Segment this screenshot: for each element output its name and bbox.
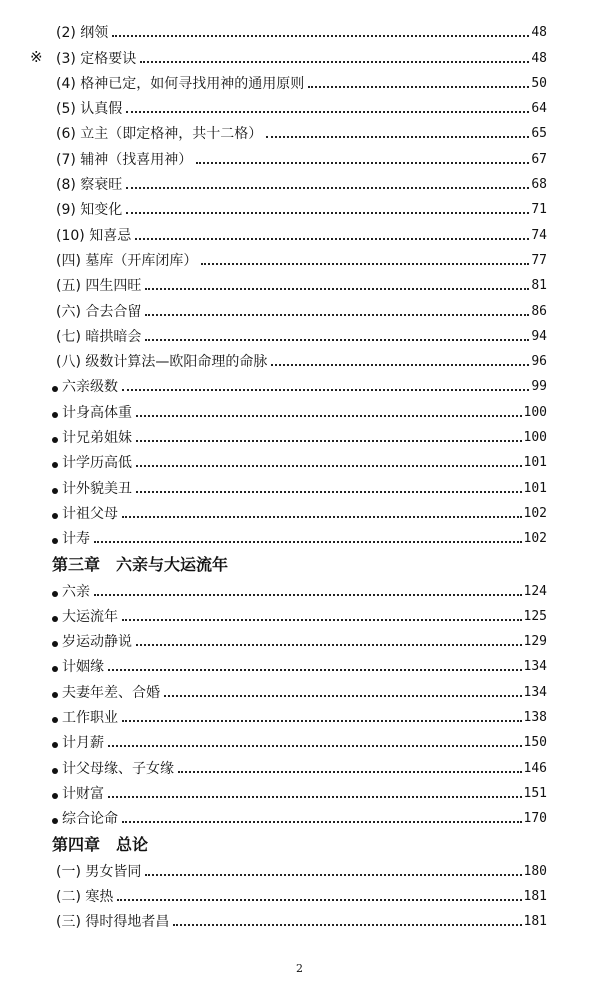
dot-leader bbox=[126, 187, 529, 189]
toc-entry[interactable] bbox=[0, 576, 599, 601]
dot-leader bbox=[266, 136, 529, 138]
toc-entry-page: 74 bbox=[531, 227, 547, 243]
toc-entry-title: 岁运动静说 bbox=[62, 634, 132, 651]
toc-entry[interactable] bbox=[0, 627, 599, 652]
toc-entry-page: 151 bbox=[523, 785, 547, 801]
toc-entry-page: 124 bbox=[523, 583, 547, 599]
toc-entry-title: (7) 辅神（找喜用神） bbox=[56, 151, 193, 168]
toc-entry-page: 96 bbox=[531, 354, 547, 370]
toc-entry-title: 大运流年 bbox=[62, 608, 118, 625]
dot-leader bbox=[112, 35, 529, 37]
toc-entry-page: 170 bbox=[523, 811, 547, 827]
bullet-icon bbox=[52, 412, 58, 418]
dot-leader bbox=[126, 111, 529, 113]
bullet-icon bbox=[52, 666, 58, 672]
toc-section-bullets bbox=[0, 372, 599, 549]
toc-entry-page: 101 bbox=[523, 455, 547, 471]
dot-leader bbox=[108, 796, 522, 798]
toc-entry[interactable] bbox=[0, 856, 599, 881]
table-of-contents bbox=[0, 18, 599, 932]
dot-leader bbox=[108, 669, 522, 671]
toc-entry-page: 100 bbox=[523, 404, 547, 420]
toc-entry-title: (2) 纲领 bbox=[56, 25, 109, 42]
toc-entry[interactable] bbox=[0, 728, 599, 753]
toc-entry-title: (四) 墓库（开库闭库） bbox=[56, 252, 198, 269]
toc-entry-title: (八) 级数计算法—欧阳命理的命脉 bbox=[56, 354, 268, 371]
toc-entry-page: 71 bbox=[531, 202, 547, 218]
toc-entry[interactable] bbox=[0, 271, 599, 296]
dot-leader bbox=[145, 339, 529, 341]
toc-entry-title: 计兄弟姐妹 bbox=[62, 430, 132, 447]
toc-entry-page: 86 bbox=[531, 303, 547, 319]
toc-entry-page: 101 bbox=[523, 480, 547, 496]
dot-leader bbox=[308, 86, 529, 88]
toc-entry[interactable] bbox=[0, 170, 599, 195]
toc-entry[interactable] bbox=[0, 703, 599, 728]
dot-leader bbox=[126, 212, 529, 214]
toc-entry[interactable] bbox=[0, 94, 599, 119]
toc-entry[interactable] bbox=[0, 677, 599, 702]
toc-entry-page: 81 bbox=[531, 278, 547, 294]
toc-entry-title: 计姻缘 bbox=[62, 659, 104, 676]
bullet-icon bbox=[52, 692, 58, 698]
toc-entry-title: (三) 得时得地者昌 bbox=[56, 914, 170, 931]
dot-leader bbox=[122, 389, 529, 391]
toc-entry-page: 180 bbox=[523, 863, 547, 879]
dot-leader bbox=[136, 440, 522, 442]
toc-entry-page: 125 bbox=[523, 608, 547, 624]
toc-entry-page: 181 bbox=[523, 914, 547, 930]
toc-entry-title: (七) 暗拱暗会 bbox=[56, 328, 142, 345]
toc-entry[interactable] bbox=[0, 499, 599, 524]
toc-entry[interactable] bbox=[0, 779, 599, 804]
bullet-icon bbox=[52, 591, 58, 597]
toc-entry-title: (六) 合去合留 bbox=[56, 303, 142, 320]
toc-entry-title: (3) 定格要诀 bbox=[56, 50, 137, 67]
toc-entry-title: (五) 四生四旺 bbox=[56, 278, 142, 295]
toc-entry-page: 68 bbox=[531, 177, 547, 193]
toc-entry-page: 50 bbox=[531, 75, 547, 91]
reference-mark-icon: ※ bbox=[30, 47, 43, 66]
toc-entry[interactable] bbox=[0, 372, 599, 397]
toc-entry-title: 计月薪 bbox=[62, 735, 104, 752]
bullet-icon bbox=[52, 818, 58, 824]
toc-entry-title: (4) 格神已定，如何寻找用神的通用原则 bbox=[56, 75, 305, 92]
dot-leader bbox=[136, 644, 522, 646]
toc-entry-page: 77 bbox=[531, 252, 547, 268]
dot-leader bbox=[178, 771, 522, 773]
toc-entry-title: (9) 知变化 bbox=[56, 202, 123, 219]
toc-entry[interactable] bbox=[0, 882, 599, 907]
toc-entry-page: 99 bbox=[531, 379, 547, 395]
toc-entry-title: 计父母缘、子女缘 bbox=[62, 760, 174, 777]
dot-leader bbox=[145, 314, 529, 316]
dot-leader bbox=[117, 899, 521, 901]
toc-entry[interactable] bbox=[0, 246, 599, 271]
bullet-icon bbox=[52, 437, 58, 443]
toc-entry-title: 六亲级数 bbox=[62, 379, 118, 396]
chapter-heading-4: 第四章 总论 bbox=[52, 835, 149, 855]
toc-entry-page: 102 bbox=[523, 505, 547, 521]
toc-entry[interactable] bbox=[0, 18, 599, 43]
dot-leader bbox=[136, 465, 522, 467]
toc-entry[interactable] bbox=[0, 473, 599, 498]
toc-entry[interactable] bbox=[0, 652, 599, 677]
toc-entry-title: 六亲 bbox=[62, 583, 90, 600]
toc-section-numbered bbox=[0, 18, 599, 372]
bullet-icon bbox=[52, 386, 58, 392]
toc-entry-title: 计寿 bbox=[62, 531, 90, 548]
toc-entry-page: 65 bbox=[531, 126, 547, 142]
toc-entry[interactable] bbox=[0, 347, 599, 372]
dot-leader bbox=[122, 720, 522, 722]
dot-leader bbox=[108, 745, 522, 747]
toc-entry[interactable] bbox=[0, 296, 599, 321]
toc-entry[interactable] bbox=[0, 220, 599, 245]
dot-leader bbox=[122, 619, 522, 621]
dot-leader bbox=[136, 415, 522, 417]
dot-leader bbox=[164, 695, 522, 697]
bullet-icon bbox=[52, 717, 58, 723]
toc-entry-title: 工作职业 bbox=[62, 710, 118, 727]
dot-leader bbox=[136, 491, 522, 493]
bullet-icon bbox=[52, 768, 58, 774]
page-number: 2 bbox=[296, 962, 303, 975]
chapter-heading-3: 第三章 六亲与大运流年 bbox=[52, 555, 229, 575]
bullet-icon bbox=[52, 616, 58, 622]
toc-entry-title: (5) 认真假 bbox=[56, 101, 123, 118]
toc-entry-page: 134 bbox=[523, 684, 547, 700]
toc-entry[interactable] bbox=[0, 524, 599, 549]
toc-entry-title: (一) 男女皆同 bbox=[56, 863, 142, 880]
toc-entry[interactable] bbox=[0, 804, 599, 829]
toc-entry-page: 100 bbox=[523, 430, 547, 446]
dot-leader bbox=[135, 238, 529, 240]
toc-entry[interactable] bbox=[0, 195, 599, 220]
bullet-icon bbox=[52, 488, 58, 494]
toc-entry[interactable] bbox=[0, 43, 599, 68]
toc-entry-page: 146 bbox=[523, 760, 547, 776]
toc-entry[interactable] bbox=[0, 753, 599, 778]
toc-entry-title: (8) 察衰旺 bbox=[56, 177, 123, 194]
dot-leader bbox=[201, 263, 529, 265]
bullet-icon bbox=[52, 538, 58, 544]
toc-entry-title: 夫妻年差、合婚 bbox=[62, 684, 160, 701]
toc-entry[interactable] bbox=[0, 144, 599, 169]
toc-entry[interactable] bbox=[0, 602, 599, 627]
toc-entry-page: 129 bbox=[523, 634, 547, 650]
dot-leader bbox=[173, 924, 521, 926]
dot-leader bbox=[94, 541, 522, 543]
toc-entry[interactable] bbox=[0, 69, 599, 94]
bullet-icon bbox=[52, 462, 58, 468]
dot-leader bbox=[122, 821, 522, 823]
bullet-icon bbox=[52, 742, 58, 748]
toc-entry-page: 134 bbox=[523, 659, 547, 675]
toc-entry[interactable] bbox=[0, 119, 599, 144]
toc-entry-page: 67 bbox=[531, 151, 547, 167]
toc-entry-title: (二) 寒热 bbox=[56, 888, 114, 905]
toc-entry-title: 计财富 bbox=[62, 785, 104, 802]
toc-entry[interactable] bbox=[0, 423, 599, 448]
dot-leader bbox=[122, 516, 522, 518]
toc-entry-title: 计祖父母 bbox=[62, 505, 118, 522]
dot-leader bbox=[145, 288, 529, 290]
toc-entry-title: 计外貌美丑 bbox=[62, 480, 132, 497]
toc-entry-title: 计身高体重 bbox=[62, 404, 132, 421]
toc-entry-title: 综合论命 bbox=[62, 811, 118, 828]
toc-entry-page: 102 bbox=[523, 531, 547, 547]
toc-entry[interactable] bbox=[0, 907, 599, 932]
dot-leader bbox=[271, 364, 529, 366]
toc-entry-title: (10) 知喜忌 bbox=[56, 227, 132, 244]
toc-section-chapter4 bbox=[0, 856, 599, 932]
dot-leader bbox=[196, 162, 529, 164]
bullet-icon bbox=[52, 793, 58, 799]
toc-entry-title: (6) 立主（即定格神，共十二格） bbox=[56, 126, 263, 143]
toc-entry-page: 64 bbox=[531, 101, 547, 117]
toc-entry-title: 计学历高低 bbox=[62, 455, 132, 472]
bullet-icon bbox=[52, 513, 58, 519]
toc-section-bullets-chapter3 bbox=[0, 576, 599, 829]
toc-entry[interactable] bbox=[0, 397, 599, 422]
toc-entry-page: 150 bbox=[523, 735, 547, 751]
toc-entry[interactable] bbox=[0, 322, 599, 347]
dot-leader bbox=[94, 594, 522, 596]
dot-leader bbox=[140, 61, 529, 63]
toc-entry-page: 48 bbox=[531, 50, 547, 66]
toc-entry-page: 94 bbox=[531, 328, 547, 344]
dot-leader bbox=[145, 874, 521, 876]
toc-entry-page: 48 bbox=[531, 25, 547, 41]
bullet-icon bbox=[52, 641, 58, 647]
toc-entry[interactable] bbox=[0, 448, 599, 473]
toc-entry-page: 181 bbox=[523, 888, 547, 904]
toc-entry-page: 138 bbox=[523, 710, 547, 726]
